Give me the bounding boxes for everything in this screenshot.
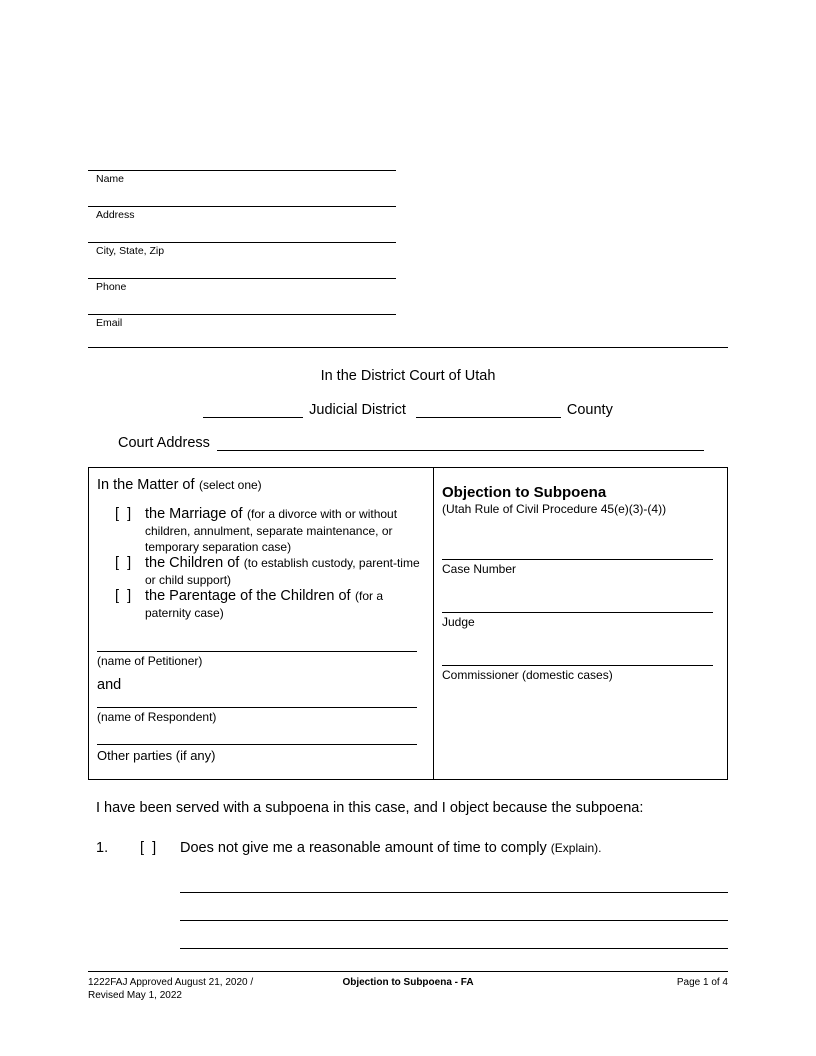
judicial-district-label: Judicial District bbox=[309, 402, 406, 418]
field-phone bbox=[88, 278, 396, 291]
contact-fields bbox=[88, 170, 396, 327]
field-email bbox=[88, 314, 396, 327]
option-children-note: (to establish custody, parent-time or child support) bbox=[145, 556, 420, 587]
caption-table bbox=[88, 467, 728, 780]
option-marriage-label: the Marriage of bbox=[145, 506, 243, 522]
field-name bbox=[88, 170, 396, 183]
judicial-district-input-line[interactable] bbox=[203, 403, 303, 418]
petitioner-label: (name of Petitioner) bbox=[97, 654, 203, 668]
option-parentage-note: (for a paternity case) bbox=[145, 589, 384, 620]
matter-options bbox=[97, 506, 425, 621]
court-address-row bbox=[88, 435, 728, 451]
item-1-main-text: Does not give me a reasonable amount of time to comply bbox=[180, 840, 547, 856]
case-info-cell bbox=[434, 468, 727, 779]
form-title: Objection to Subpoena bbox=[442, 484, 607, 501]
explain-lines bbox=[180, 865, 728, 949]
matter-heading-text: In the Matter of bbox=[97, 477, 195, 493]
item-number: 1. bbox=[96, 840, 109, 856]
form-rule-reference: (Utah Rule of Civil Procedure 45(e)(3)-(4)) bbox=[442, 502, 667, 516]
respondent-label: (name of Respondent) bbox=[97, 710, 217, 724]
footer-revised-line: Revised May 1, 2022 bbox=[88, 989, 182, 1001]
other-parties-label: Other parties (if any) bbox=[97, 748, 216, 763]
county-input-line[interactable] bbox=[416, 403, 561, 418]
phone-label: Phone bbox=[96, 281, 127, 293]
option-marriage bbox=[115, 506, 425, 555]
matter-cell bbox=[89, 468, 434, 779]
field-address bbox=[88, 206, 396, 219]
matter-heading bbox=[97, 476, 425, 494]
footer-form-id bbox=[88, 977, 342, 1002]
judge-label: Judge bbox=[442, 615, 475, 629]
court-title: In the District Court of Utah bbox=[320, 368, 496, 384]
and-label: and bbox=[97, 677, 122, 693]
option-children bbox=[115, 555, 425, 588]
matter-heading-note: (select one) bbox=[198, 478, 262, 492]
children-checkbox[interactable]: [ ] bbox=[115, 555, 132, 571]
city-state-zip-label: City, State, Zip bbox=[96, 245, 165, 257]
district-county-row bbox=[88, 402, 728, 418]
item-1-checkbox[interactable]: [ ] bbox=[140, 840, 157, 856]
case-number-label: Case Number bbox=[442, 562, 517, 576]
address-label: Address bbox=[96, 209, 135, 221]
footer-page-number: Page 1 of 4 bbox=[676, 977, 728, 988]
email-label: Email bbox=[96, 317, 123, 329]
commissioner-label: Commissioner (domestic cases) bbox=[442, 668, 613, 682]
header-divider bbox=[88, 347, 728, 348]
item-1-explain-note: (Explain). bbox=[550, 841, 602, 855]
name-label: Name bbox=[96, 173, 125, 185]
marriage-checkbox[interactable]: [ ] bbox=[115, 506, 132, 522]
option-marriage-text bbox=[145, 506, 425, 555]
court-address-label: Court Address bbox=[118, 435, 210, 451]
footer-form-name: Objection to Subpoena - FA bbox=[342, 977, 474, 988]
county-label: County bbox=[566, 402, 613, 418]
explain-line-2[interactable] bbox=[180, 893, 728, 921]
item-1-text bbox=[180, 840, 728, 857]
explain-line-1[interactable] bbox=[180, 865, 728, 893]
parentage-checkbox[interactable]: [ ] bbox=[115, 588, 132, 604]
explain-line-3[interactable] bbox=[180, 921, 728, 949]
field-city-state-zip bbox=[88, 242, 396, 255]
option-parentage-text bbox=[145, 588, 425, 621]
option-parentage-label: the Parentage of the Children of bbox=[145, 588, 351, 604]
court-address-input-line[interactable] bbox=[217, 435, 704, 451]
page-footer bbox=[88, 971, 728, 1002]
objection-item-1 bbox=[88, 840, 728, 857]
option-marriage-note: (for a divorce with or without children, annulment, separate maintenance, or temporary separation case) bbox=[145, 507, 398, 554]
intro-statement: I have been served with a subpoena in this case, and I object because the subpoena: bbox=[96, 800, 644, 816]
footer-approved-line: 1222FAJ Approved August 21, 2020 / bbox=[88, 977, 254, 988]
option-children-text bbox=[145, 555, 425, 588]
option-parentage bbox=[115, 588, 425, 621]
option-children-label: the Children of bbox=[145, 555, 240, 571]
